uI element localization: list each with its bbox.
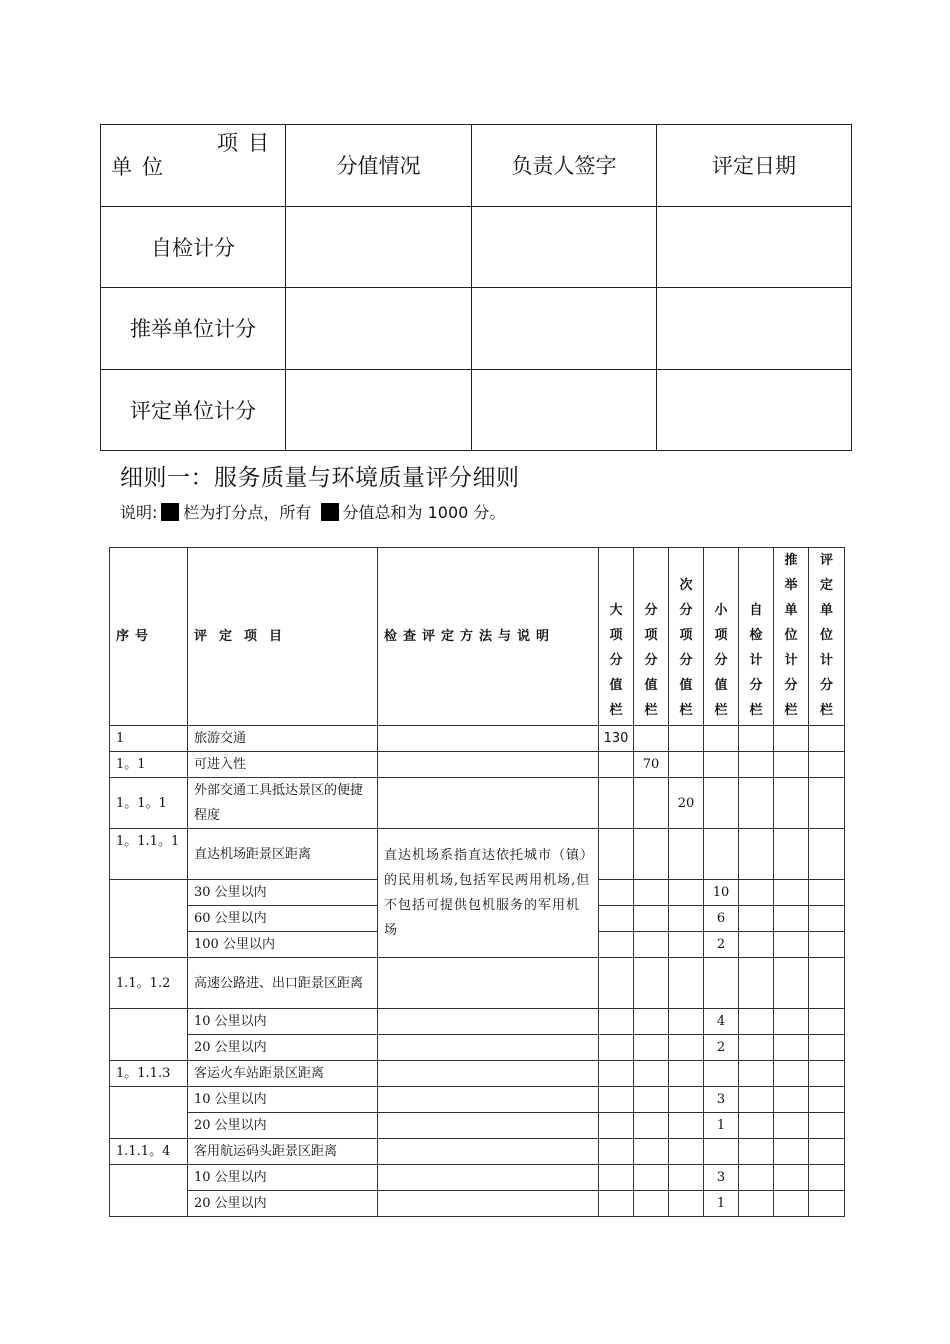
sub-score-cell bbox=[634, 1009, 669, 1035]
header-signature: 负责人签字 bbox=[472, 125, 657, 207]
minor-score-cell bbox=[669, 1191, 704, 1217]
method-cell bbox=[378, 1087, 599, 1113]
corner-bottom-label: 单位 bbox=[111, 155, 173, 179]
evaluate-cell[interactable] bbox=[809, 1009, 845, 1035]
item-cell: 10 公里以内 bbox=[188, 1087, 378, 1113]
header-date: 评定日期 bbox=[657, 125, 852, 207]
recommend-cell[interactable] bbox=[774, 1061, 809, 1087]
table-row bbox=[110, 778, 845, 829]
big-score-cell bbox=[599, 1061, 634, 1087]
note-prefix: 说明: bbox=[120, 503, 158, 522]
method-cell bbox=[378, 1113, 599, 1139]
header-sub-score: 分项分值栏 bbox=[634, 548, 669, 726]
table-row bbox=[110, 1113, 845, 1139]
summary-header-row bbox=[101, 125, 852, 207]
minor-score-cell bbox=[669, 1009, 704, 1035]
minor-score-cell: 20 bbox=[669, 778, 704, 829]
self-check-cell[interactable] bbox=[739, 726, 774, 752]
seq-cell: 1.1。1.2 bbox=[110, 958, 188, 1009]
airport-note-cell: 直达机场系指直达依托城市（镇）的民用机场,包括军民两用机场,但不包括可提供包机服务的军用机场 bbox=[378, 829, 599, 958]
evaluate-cell[interactable] bbox=[809, 1035, 845, 1061]
method-cell bbox=[378, 1009, 599, 1035]
summary-row bbox=[101, 288, 852, 370]
item-cell: 60 公里以内 bbox=[188, 906, 378, 932]
minor-score-cell bbox=[669, 1113, 704, 1139]
recommend-cell[interactable] bbox=[774, 1087, 809, 1113]
item-cell: 旅游交通 bbox=[188, 726, 378, 752]
sub-score-cell bbox=[634, 906, 669, 932]
self-check-cell[interactable] bbox=[739, 1165, 774, 1191]
evaluate-cell[interactable] bbox=[809, 752, 845, 778]
table-row bbox=[110, 1191, 845, 1217]
big-score-cell bbox=[599, 1087, 634, 1113]
sub-score-cell bbox=[634, 880, 669, 906]
header-big-score: 大项分值栏 bbox=[599, 548, 634, 726]
header-seq: 序号 bbox=[110, 548, 188, 726]
evaluate-cell[interactable] bbox=[809, 932, 845, 958]
big-score-cell bbox=[599, 778, 634, 829]
sub-score-cell bbox=[634, 1165, 669, 1191]
big-score-cell bbox=[599, 1035, 634, 1061]
sub-score-cell bbox=[634, 1087, 669, 1113]
sub-score-cell bbox=[634, 1139, 669, 1165]
seq-cell bbox=[110, 1165, 188, 1217]
table-row bbox=[110, 958, 845, 1009]
self-check-cell[interactable] bbox=[739, 958, 774, 1009]
corner-top-label: 项目 bbox=[217, 131, 279, 155]
big-score-cell bbox=[599, 1139, 634, 1165]
item-cell: 100 公里以内 bbox=[188, 932, 378, 958]
recommend-cell[interactable] bbox=[774, 1113, 809, 1139]
table-row bbox=[110, 1165, 845, 1191]
table-row bbox=[110, 1061, 845, 1087]
minor-score-cell bbox=[669, 726, 704, 752]
header-method: 检查评定方法与说明 bbox=[378, 548, 599, 726]
table-row bbox=[110, 726, 845, 752]
evaluate-cell[interactable] bbox=[809, 1113, 845, 1139]
item-cell: 可进入性 bbox=[188, 752, 378, 778]
big-score-cell: 130 bbox=[599, 726, 634, 752]
row-label-evaluate: 评定单位计分 bbox=[101, 369, 286, 451]
big-score-cell bbox=[599, 829, 634, 880]
big-score-cell bbox=[599, 1191, 634, 1217]
recommend-cell[interactable] bbox=[774, 752, 809, 778]
self-check-cell[interactable] bbox=[739, 1035, 774, 1061]
table-row bbox=[110, 1139, 845, 1165]
sub-score-cell bbox=[634, 829, 669, 880]
self-check-cell[interactable] bbox=[739, 906, 774, 932]
header-evaluate: 评定单位计分栏 bbox=[809, 548, 845, 726]
recommend-cell[interactable] bbox=[774, 906, 809, 932]
signature-cell[interactable] bbox=[472, 206, 657, 288]
method-cell bbox=[378, 1035, 599, 1061]
recommend-cell[interactable] bbox=[774, 1191, 809, 1217]
row-label-recommend: 推举单位计分 bbox=[101, 288, 286, 370]
evaluate-cell[interactable] bbox=[809, 906, 845, 932]
detail-header-row bbox=[110, 548, 845, 726]
evaluate-cell[interactable] bbox=[809, 726, 845, 752]
summary-row bbox=[101, 206, 852, 288]
header-score: 分值情况 bbox=[286, 125, 472, 207]
method-cell bbox=[378, 958, 599, 1009]
item-cell: 直达机场距景区距离 bbox=[188, 829, 378, 880]
sub-score-cell bbox=[634, 1061, 669, 1087]
self-check-cell[interactable] bbox=[739, 1061, 774, 1087]
black-square-icon bbox=[161, 503, 179, 521]
seq-cell bbox=[110, 880, 188, 958]
sub-score-cell bbox=[634, 1191, 669, 1217]
table-row bbox=[110, 752, 845, 778]
minor-score-cell bbox=[669, 1087, 704, 1113]
small-score-cell: 1 bbox=[704, 1113, 739, 1139]
self-check-cell[interactable] bbox=[739, 1191, 774, 1217]
evaluate-cell[interactable] bbox=[809, 1061, 845, 1087]
small-score-cell: 6 bbox=[704, 906, 739, 932]
self-check-cell[interactable] bbox=[739, 1009, 774, 1035]
sub-score-cell bbox=[634, 1113, 669, 1139]
item-cell: 20 公里以内 bbox=[188, 1191, 378, 1217]
method-cell bbox=[378, 1061, 599, 1087]
minor-score-cell bbox=[669, 1139, 704, 1165]
recommend-cell[interactable] bbox=[774, 1165, 809, 1191]
summary-table bbox=[100, 124, 852, 451]
seq-cell bbox=[110, 1009, 188, 1061]
method-cell bbox=[378, 726, 599, 752]
signature-cell[interactable] bbox=[472, 288, 657, 370]
method-cell bbox=[378, 752, 599, 778]
seq-cell bbox=[110, 1087, 188, 1139]
signature-cell[interactable] bbox=[472, 369, 657, 451]
item-cell: 客用航运码头距景区距离 bbox=[188, 1139, 378, 1165]
minor-score-cell bbox=[669, 880, 704, 906]
big-score-cell bbox=[599, 1165, 634, 1191]
big-score-cell bbox=[599, 752, 634, 778]
big-score-cell bbox=[599, 906, 634, 932]
sub-score-cell bbox=[634, 1035, 669, 1061]
recommend-cell[interactable] bbox=[774, 1009, 809, 1035]
evaluate-cell[interactable] bbox=[809, 1139, 845, 1165]
small-score-cell: 2 bbox=[704, 932, 739, 958]
minor-score-cell bbox=[669, 829, 704, 880]
self-check-cell[interactable] bbox=[739, 1139, 774, 1165]
minor-score-cell bbox=[669, 752, 704, 778]
scoring-note bbox=[120, 500, 505, 523]
self-check-cell[interactable] bbox=[739, 1113, 774, 1139]
recommend-cell[interactable] bbox=[774, 726, 809, 752]
item-cell: 10 公里以内 bbox=[188, 1165, 378, 1191]
small-score-cell bbox=[704, 1139, 739, 1165]
recommend-cell[interactable] bbox=[774, 880, 809, 906]
section-title: 细则一：服务质量与环境质量评分细则 bbox=[120, 465, 520, 491]
header-recommend: 推举单位计分栏 bbox=[774, 548, 809, 726]
header-minor-score: 次分项分值栏 bbox=[669, 548, 704, 726]
date-cell[interactable] bbox=[657, 288, 852, 370]
recommend-cell[interactable] bbox=[774, 1035, 809, 1061]
seq-cell: 1。1。1 bbox=[110, 778, 188, 829]
recommend-cell[interactable] bbox=[774, 829, 809, 880]
header-small-score: 小项分值栏 bbox=[704, 548, 739, 726]
self-check-cell[interactable] bbox=[739, 1087, 774, 1113]
small-score-cell: 3 bbox=[704, 1165, 739, 1191]
detail-table bbox=[109, 547, 845, 1217]
small-score-cell: 1 bbox=[704, 1191, 739, 1217]
seq-cell: 1。1 bbox=[110, 752, 188, 778]
table-row bbox=[110, 1009, 845, 1035]
small-score-cell bbox=[704, 752, 739, 778]
item-cell: 20 公里以内 bbox=[188, 1113, 378, 1139]
recommend-cell[interactable] bbox=[774, 1139, 809, 1165]
method-cell bbox=[378, 1165, 599, 1191]
sub-score-cell: 70 bbox=[634, 752, 669, 778]
small-score-cell bbox=[704, 829, 739, 880]
item-cell: 高速公路进、出口距景区距离 bbox=[188, 958, 378, 1009]
self-check-cell[interactable] bbox=[739, 752, 774, 778]
recommend-cell[interactable] bbox=[774, 958, 809, 1009]
table-row bbox=[110, 1035, 845, 1061]
minor-score-cell bbox=[669, 1165, 704, 1191]
seq-cell: 1.1.1。4 bbox=[110, 1139, 188, 1165]
sub-score-cell bbox=[634, 778, 669, 829]
evaluate-cell[interactable] bbox=[809, 1165, 845, 1191]
seq-cell: 1 bbox=[110, 726, 188, 752]
self-check-cell[interactable] bbox=[739, 932, 774, 958]
sub-score-cell bbox=[634, 958, 669, 1009]
item-cell: 客运火车站距景区距离 bbox=[188, 1061, 378, 1087]
small-score-cell bbox=[704, 778, 739, 829]
seq-cell: 1。1.1.3 bbox=[110, 1061, 188, 1087]
method-cell bbox=[378, 1191, 599, 1217]
black-square-icon bbox=[321, 503, 339, 521]
evaluate-cell[interactable] bbox=[809, 958, 845, 1009]
note-suffix: 分值总和为 1000 分。 bbox=[342, 503, 506, 522]
table-row bbox=[110, 829, 845, 880]
summary-row bbox=[101, 369, 852, 451]
big-score-cell bbox=[599, 932, 634, 958]
big-score-cell bbox=[599, 1113, 634, 1139]
evaluate-cell[interactable] bbox=[809, 778, 845, 829]
seq-cell: 1。1.1。1 bbox=[110, 829, 188, 880]
self-check-cell[interactable] bbox=[739, 880, 774, 906]
small-score-cell: 10 bbox=[704, 880, 739, 906]
item-cell: 外部交通工具抵达景区的便捷程度 bbox=[188, 778, 378, 829]
recommend-cell[interactable] bbox=[774, 932, 809, 958]
date-cell[interactable] bbox=[657, 206, 852, 288]
small-score-cell bbox=[704, 958, 739, 1009]
method-cell bbox=[378, 778, 599, 829]
sub-score-cell bbox=[634, 726, 669, 752]
small-score-cell bbox=[704, 1061, 739, 1087]
header-self-check: 自检计分栏 bbox=[739, 548, 774, 726]
score-cell[interactable] bbox=[286, 288, 472, 370]
minor-score-cell bbox=[669, 932, 704, 958]
small-score-cell bbox=[704, 726, 739, 752]
self-check-cell[interactable] bbox=[739, 778, 774, 829]
recommend-cell[interactable] bbox=[774, 778, 809, 829]
minor-score-cell bbox=[669, 906, 704, 932]
date-cell[interactable] bbox=[657, 369, 852, 451]
small-score-cell: 2 bbox=[704, 1035, 739, 1061]
score-cell[interactable] bbox=[286, 206, 472, 288]
evaluate-cell[interactable] bbox=[809, 1191, 845, 1217]
item-cell: 20 公里以内 bbox=[188, 1035, 378, 1061]
evaluate-cell[interactable] bbox=[809, 880, 845, 906]
summary-corner-cell bbox=[101, 125, 286, 207]
big-score-cell bbox=[599, 1009, 634, 1035]
item-cell: 10 公里以内 bbox=[188, 1009, 378, 1035]
evaluate-cell[interactable] bbox=[809, 1087, 845, 1113]
minor-score-cell bbox=[669, 1035, 704, 1061]
minor-score-cell bbox=[669, 958, 704, 1009]
minor-score-cell bbox=[669, 1061, 704, 1087]
big-score-cell bbox=[599, 958, 634, 1009]
small-score-cell: 4 bbox=[704, 1009, 739, 1035]
self-check-cell[interactable] bbox=[739, 829, 774, 880]
score-cell[interactable] bbox=[286, 369, 472, 451]
table-row bbox=[110, 1087, 845, 1113]
sub-score-cell bbox=[634, 932, 669, 958]
header-item: 评定项目 bbox=[188, 548, 378, 726]
evaluate-cell[interactable] bbox=[809, 829, 845, 880]
item-cell: 30 公里以内 bbox=[188, 880, 378, 906]
method-cell bbox=[378, 1139, 599, 1165]
row-label-self-check: 自检计分 bbox=[101, 206, 286, 288]
note-middle: 栏为打分点，所有 bbox=[183, 503, 312, 522]
small-score-cell: 3 bbox=[704, 1087, 739, 1113]
big-score-cell bbox=[599, 880, 634, 906]
